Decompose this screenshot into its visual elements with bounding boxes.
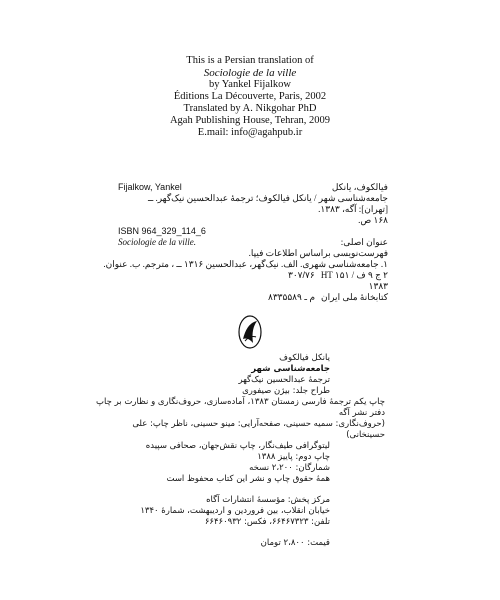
catalog-pages-row bbox=[118, 215, 388, 226]
fa-second-edition: چاپ دوم: پاییز ۱۳۸۸ bbox=[257, 452, 330, 462]
catalog-year: ۱۳۸۳ bbox=[368, 281, 388, 291]
catalog-isbn: ISBN 964_329_114_6 bbox=[118, 226, 206, 236]
catalog-title-line: جامعه‌شناسی شهر / یانکل فیالکوف؛ ترجمهٔ عبدالحسین نیک‌گهر. ــ bbox=[147, 193, 388, 203]
english-credits bbox=[150, 55, 350, 139]
cataloging-block bbox=[103, 182, 388, 303]
fa-author: یانکل فیالکوف bbox=[279, 353, 330, 363]
catalog-class-left: ۳۰۷/۷۶ bbox=[288, 270, 315, 280]
fa-cover-designer: طراح جلد: بیژن صیفوری bbox=[242, 386, 330, 396]
catalog-subjects: ۱. جامعه‌شناسی شهری. الف. نیک‌گهر، عبدالحسین ۱۳۱۶ ــ ، مترجم. ب. عنوان. bbox=[103, 259, 388, 269]
fa-translator: ترجمهٔ عبدالحسین نیک‌گهر bbox=[238, 375, 330, 385]
catalog-year-row bbox=[118, 281, 388, 292]
catalog-original-title-row bbox=[118, 237, 388, 248]
fa-address: خیابان انقلاب، بین فروردین و اردیبهشت، شمارهٔ ۱۳۴۰ bbox=[140, 506, 330, 516]
original-author: by Yankel Fijalkow bbox=[209, 79, 291, 90]
catalog-pages: ۱۶۸ ص. bbox=[358, 215, 388, 225]
catalog-subjects-row bbox=[103, 259, 388, 270]
translator-credit: Translated by A. Nikgohar PhD bbox=[183, 103, 317, 114]
original-title: Sociologie de la ville bbox=[203, 67, 297, 79]
catalog-number: ۸۳م ـ ۳۵۵۸۹ bbox=[268, 292, 316, 302]
fa-copies: شمارگان: ۲،۲۰۰ نسخه bbox=[249, 463, 330, 473]
fa-title: جامعه‌شناسی شهر bbox=[251, 364, 330, 374]
publisher-credit: Agah Publishing House, Tehran, 2009 bbox=[169, 115, 331, 126]
fa-rights: همهٔ حقوق چاپ و نشر این کتاب محفوظ است bbox=[166, 474, 330, 484]
catalog-class-row bbox=[118, 270, 388, 281]
catalog-isbn-row bbox=[118, 226, 388, 237]
fa-phone: تلفن: ۶۶۴۶۷۳۲۳، فکس: ۶۶۴۶۰۹۳۲ bbox=[204, 517, 330, 527]
catalog-note-row bbox=[118, 248, 388, 259]
catalog-library-row bbox=[118, 292, 388, 303]
persian-credits bbox=[95, 353, 385, 549]
publisher-logo-icon bbox=[233, 315, 267, 349]
catalog-author-persian: فیالکوف، یانکل bbox=[331, 182, 388, 192]
catalog-imprint: [تهران]: آگه، ۱۳۸۳. bbox=[318, 204, 388, 214]
fa-first-edition: چاپ یکم ترجمهٔ فارسی زمستان ۱۳۸۳، آماده‌سازی، حروف‌نگاری و نظارت بر چاپ دفتر نشر آگه bbox=[96, 397, 385, 418]
fa-price: قیمت: ۲،۸۰۰ تومان bbox=[260, 538, 330, 548]
catalog-original-title-label: عنوان اصلی: bbox=[340, 237, 388, 247]
catalog-imprint-row bbox=[118, 204, 388, 215]
catalog-author-latin: Fijalkow, Yankel bbox=[118, 182, 182, 192]
fa-printing: لیتوگرافی طیف‌نگار، چاپ نقش‌جهان، صحافی سپیده bbox=[145, 441, 330, 451]
fa-distribution: مرکز پخش: مؤسسهٔ انتشارات آگاه bbox=[206, 495, 330, 505]
catalog-title-row bbox=[118, 193, 388, 204]
catalog-original-title: Sociologie de la ville. bbox=[118, 237, 196, 247]
publisher-email: E.mail: info@agahpub.ir bbox=[197, 127, 303, 138]
original-publisher: Éditions La Découverte, Paris, 2002 bbox=[173, 91, 327, 102]
catalog-library: کتابخانهٔ ملی ایران bbox=[320, 292, 388, 302]
catalog-class-right: ۲ ج ۹ ف / HT ۱۵۱ bbox=[320, 270, 388, 280]
catalog-author-row bbox=[118, 182, 388, 193]
catalog-note: فهرست‌نویسی براساس اطلاعات فیپا. bbox=[248, 248, 388, 258]
fa-typesetting: (حروف‌نگاری: سمیه حسینی، صفحه‌آرایی: مینو حسینی، ناظر چاپ: علی حسینخانی) bbox=[132, 419, 385, 440]
translation-note: This is a Persian translation of bbox=[186, 55, 314, 66]
